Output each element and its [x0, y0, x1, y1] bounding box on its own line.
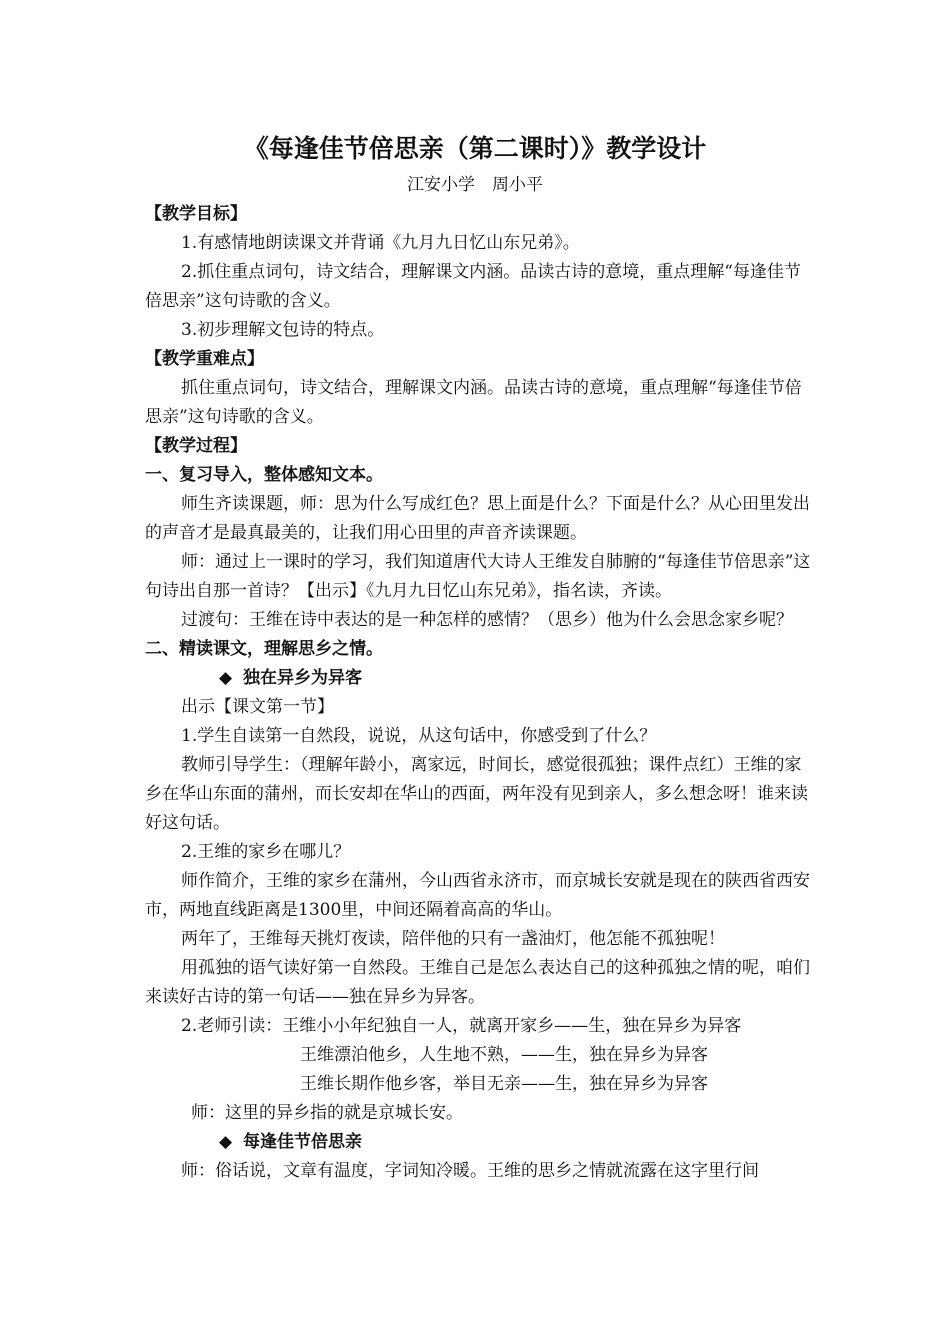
bullet-heading-1 [145, 664, 813, 693]
paragraph: 王维长期作他乡客，举目无亲——生，独在异乡为异客 [300, 1074, 708, 1094]
process-heading: 【教学过程】 [145, 436, 247, 456]
paragraph: 用孤独的语气读好第一自然段。王维自己是怎么表达自己的这种孤独之情的呢，咱们来读好古诗的第一句话——独在异乡为异客。 [145, 958, 810, 1007]
paragraph: 2.王维的家乡在哪儿？ [181, 842, 351, 862]
bullet-text: 独在异乡为异客 [243, 668, 362, 688]
goal-item-3: 3.初步理解文包诗的特点。 [181, 320, 385, 340]
part2-heading: 二、精读课文，理解思乡之情。 [145, 639, 383, 659]
paragraph: 师：俗话说，文章有温度，字词知冷暖。王维的思乡之情就流露在这字里行间 [181, 1161, 759, 1181]
bullet-heading-2 [145, 1128, 813, 1157]
paragraph: 师：通过上一课时的学习，我们知道唐代大诗人王维发自肺腑的“每逢佳节倍思亲”这句诗出自那一首诗？【出示】《九月九日忆山东兄弟》，指名读，齐读。 [145, 552, 811, 601]
diamond-bullet-icon: ◆ [219, 668, 233, 688]
key-heading: 【教学重难点】 [145, 349, 264, 369]
paragraph: 师生齐读课题，师：思为什么写成红色？思上面是什么？下面是什么？从心田里发出的声音才是最真最美的，让我们用心田里的声音齐读课题。 [145, 494, 810, 543]
document-body [145, 200, 813, 1186]
paragraph: 师：这里的异乡指的就是京城长安。 [191, 1103, 463, 1123]
diamond-bullet-icon: ◆ [219, 1132, 233, 1152]
key-text: 抓住重点词句，诗文结合，理解课文内涵。品读古诗的意境，重点理解“每逢佳节倍思亲”这句诗歌的含义。 [145, 378, 802, 427]
part1-heading: 一、复习导入，整体感知文本。 [145, 465, 383, 485]
paragraph: 过渡句：王维在诗中表达的是一种怎样的感情？（思乡）他为什么会思念家乡呢？ [181, 610, 793, 630]
goals-heading: 【教学目标】 [145, 204, 247, 224]
document-title: 《每逢佳节倍思亲（第二课时）》教学设计 [243, 134, 707, 163]
paragraph: 出示【课文第一节】 [181, 697, 334, 717]
paragraph: 2.老师引读：王维小小年纪独自一人，就离开家乡——生，独在异乡为异客 [181, 1016, 742, 1036]
paragraph: 师作简介，王维的家乡在蒲州，今山西省永济市，而京城长安就是现在的陕西省西安市，两地直线距离是1300里，中间还隔着高高的华山。 [145, 871, 810, 920]
paragraph: 两年了，王维每天挑灯夜读，陪伴他的只有一盏油灯，他怎能不孤独呢！ [181, 929, 725, 949]
goal-item-1: 1.有感情地朗读课文并背诵《九月九日忆山东兄弟》。 [181, 233, 580, 253]
paragraph: 教师引导学生：（理解年龄小，离家远，时间长，感觉很孤独；课件点红）王维的家乡在华山东面的蒲州，而长安却在华山的西面，两年没有见到亲人，多么想念呀！谁来读好这句话。 [145, 755, 808, 833]
goal-item-2: 2.抓住重点词句，诗文结合，理解课文内涵。品读古诗的意境，重点理解“每逢佳节倍思亲”这句诗歌的含义。 [145, 262, 801, 311]
paragraph: 1.学生自读第一自然段，说说，从这句话中，你感受到了什么？ [181, 726, 657, 746]
bullet-text: 每逢佳节倍思亲 [243, 1132, 362, 1152]
paragraph: 王维漂泊他乡，人生地不熟，——生，独在异乡为异客 [300, 1045, 708, 1065]
author-line: 江安小学 周小平 [407, 175, 543, 195]
